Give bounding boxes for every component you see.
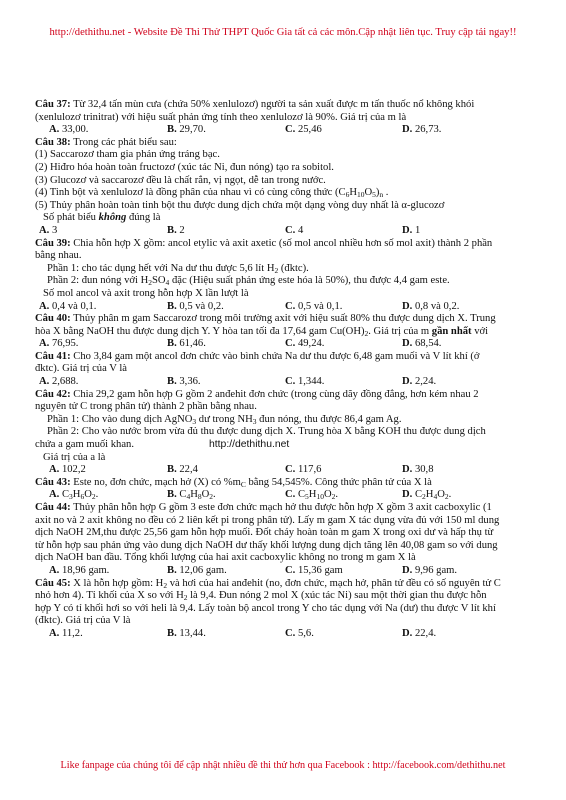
option-c: C. 15,36 gam [285, 564, 343, 576]
answer-options [35, 489, 543, 502]
question-text: Este no, đơn chức, mạch hở (X) có $\%m_C$ bằng 54,545%. Công thức phân tử của X là [70, 476, 432, 489]
part-1: Phần 1: cho tác dụng hết với Na dư thu được 5,6 lít $H_2$ (đktc). [47, 262, 309, 275]
option-d: D. 30,8 [402, 464, 434, 476]
question-text: (đktc). Giá trị của V là [35, 615, 131, 627]
option-c: C. 117,6 [285, 464, 322, 476]
option-c: C. 25,46 [285, 124, 322, 136]
site-header-banner[interactable]: http://dethithu.net - Website Đề Thi Thử THPT Quốc Gia tất cả các môn.Cập nhật liên tục. Truy cập tải ngay!! [49, 27, 517, 38]
question-label: Câu 39: [35, 237, 71, 249]
option-c: C. 1,344. [285, 376, 325, 388]
option-d: D. 68,54. [402, 338, 442, 350]
option-a: A. $C_3H_6O_2$. [49, 489, 99, 502]
question-38 [35, 137, 543, 238]
question-text: hợp Y có tỉ khối hơi so với heli là 9,4. Lấy toàn bộ ancol trong Y cho tác dụng với Na (dư) thu được V lít khí [35, 602, 496, 614]
option-b: B. 29,70. [167, 124, 206, 136]
question-text: nhỏ hơn 4). Tỉ khối của X so với $H_2$ là 9,4. Đun nóng 2 mol X (xúc tác Ni) sau một thời gian thu được hỗn [35, 590, 487, 603]
question-text: dịch NaOH ban đầu. Tổng khối lượng của hai axit cacboxylic không no trong m gam X là [35, 552, 416, 564]
option-c: C. $C_5H_{10}O_2$. [285, 489, 338, 502]
option-b: B. $C_4H_8O_2$. [167, 489, 216, 502]
option-b: B. 13,44. [167, 627, 206, 639]
question-text: (xenlulozơ trinitrat) với hiệu suất phản ứng tính theo xenlulozơ là 90%. Giá trị của m là [35, 111, 407, 123]
question-text: bằng nhau. [35, 250, 82, 262]
question-ask: Số mol ancol và axit trong hỗn hợp X lần lượt là [43, 287, 249, 299]
question-text: dịch NaOH 2M,thu được 25,56 gam hỗn hợp muối. Đốt cháy hoàn toàn m gam X trong oxi dư và hấp thụ từ [35, 527, 494, 539]
option-b: B. 22,4 [167, 464, 198, 476]
answer-options [35, 565, 543, 578]
answer-options [35, 628, 543, 641]
part-1: Phần 1: Cho vào dung dịch AgNO$_3$ dư trong $NH_3$ đun nóng, thu được 86,4 gam Ag. [47, 413, 402, 426]
site-footer-banner[interactable]: Like fanpage của chúng tôi để cập nhật nhiều đề thi thử hơn qua Facebook : http://facebook.com/dethithu.net [60, 760, 506, 771]
option-a: A. 2,688. [39, 376, 79, 388]
option-d: D. 2,24. [402, 376, 437, 388]
statement-5: (5) Thủy phân hoàn toàn tinh bột thu được dung dịch chứa một dạng vòng duy nhất là α-glucozơ [35, 199, 445, 211]
answer-options [35, 225, 543, 238]
question-43 [35, 477, 543, 502]
exam-content [35, 99, 543, 641]
question-label: Câu 43: [35, 476, 71, 488]
statement-2: (2) Hiđro hóa hoàn toàn fructozơ (xúc tác Ni, đun nóng) tạo ra sobitol. [35, 161, 334, 173]
option-a: A. 11,2. [49, 627, 83, 639]
question-text: Từ 32,4 tấn mùn cưa (chứa 50% xenlulozơ) người ta sản xuất được m tấn thuốc nổ không khói [70, 99, 475, 110]
question-41 [35, 351, 543, 389]
question-text: Cho 3,84 gam một ancol đơn chức vào bình chứa Na dư thu được 6,48 gam muối và V lít khí (ở [70, 350, 480, 362]
question-45 [35, 578, 543, 641]
question-label: Câu 45: [35, 577, 71, 589]
option-b: B. 61,46. [167, 338, 206, 350]
question-text: Chia hỗn hợp X gồm: ancol etylic và axit axetic (số mol ancol nhiều hơn số mol axit) thành 2 phần [70, 237, 493, 249]
question-text: từ hỗn hợp sau phản ứng vào dung dịch NaOH dư thấy khối lượng dung dịch tăng lên 40,08 gam so với dung [35, 539, 498, 551]
question-label: Câu 37: [35, 99, 71, 110]
option-d: D. $C_2H_4O_2$. [402, 489, 452, 502]
question-text: Trong các phát biểu sau: [70, 136, 177, 148]
option-d: D. 0,8 và 0,2. [402, 300, 460, 312]
statement-1: (1) Saccarozơ tham gia phản ứng tráng bạc. [35, 149, 220, 161]
option-d: D. 1 [402, 224, 421, 236]
question-label: Câu 44: [35, 502, 71, 513]
question-text: hòa X bằng NaOH thu được dung dịch Y. Y hòa tan tối đa 17,64 gam $Cu(OH)_2$. Giá trị của m gần nhất với [35, 325, 489, 338]
question-42 [35, 389, 543, 477]
question-text: Chia 29,2 gam hỗn hợp G gồm 2 anđehit đơn chức (trong cùng dãy đồng đẳng, hơn kém nhau 2 [70, 388, 479, 400]
option-a: A. 102,2 [49, 464, 86, 476]
option-a: A. 0,4 và 0,1. [39, 300, 97, 312]
option-c: C. 4 [285, 224, 304, 236]
question-label: Câu 41: [35, 350, 71, 362]
question-40 [35, 313, 543, 351]
option-b: B. 3,36. [167, 376, 201, 388]
question-ask: Giá trị của a là [43, 451, 106, 463]
option-a: A. 33,00. [49, 124, 89, 136]
question-39 [35, 238, 543, 314]
option-b: B. 0,5 và 0,2. [167, 300, 224, 312]
option-b: B. 2 [167, 224, 185, 236]
watermark-link[interactable]: http://dethithu.net [209, 439, 290, 451]
option-d: D. 26,73. [402, 124, 442, 136]
question-label: Câu 42: [35, 388, 71, 400]
part-2: Phần 2: Cho vào nước brom vừa đủ thu được dung dịch X. Trung hòa X bằng KOH thu được dung dịch [47, 426, 486, 438]
option-a: A. 76,95. [39, 338, 79, 350]
option-c: C. 49,24. [285, 338, 325, 350]
statement-4: (4) Tinh bột và xenlulozơ là đồng phân của nhau vì có cùng công thức $(C_6H_{10}O_5)_n$ . [35, 187, 389, 200]
question-text: Thủy phân m gam Saccarozơ trong môi trường axit với hiệu suất 80% thu được dung dịch X. Trung [70, 313, 496, 325]
part-2: Phần 2: đun nóng với $H_2SO_4$ đặc (Hiệu suất phản ứng este hóa là 50%), thu được 4,4 gam este. [47, 275, 450, 288]
question-44 [35, 502, 543, 578]
statement-3: (3) Glucozơ và saccarozơ đều là chất rắn, vị ngọt, dễ tan trong nước. [35, 174, 326, 186]
question-label: Câu 38: [35, 136, 71, 148]
option-a: A. 3 [39, 224, 58, 236]
answer-options [35, 338, 543, 351]
question-ask: Số phát biểu không đúng là [43, 212, 161, 224]
option-a: A. 18,96 gam. [49, 564, 110, 576]
question-text: nguyên tử C trong phân tử) thành 2 phần bằng nhau. [35, 401, 257, 413]
option-b: B. 12,06 gam. [167, 564, 227, 576]
answer-options [35, 376, 543, 389]
answer-options [35, 301, 543, 314]
question-37 [35, 99, 543, 137]
option-c: C. 5,6. [285, 627, 314, 639]
answer-options [35, 124, 543, 137]
question-text: X là hỗn hợp gồm: $H_2$ và hơi của hai anđehit (no, đơn chức, mạch hở, phân tử đều có số nguyên tử C [70, 577, 501, 590]
question-text: đktc). Giá trị của V là [35, 363, 127, 375]
part-2-continued: chứa a gam muối khan. http://dethithu.net [35, 439, 290, 451]
answer-options [35, 464, 543, 477]
option-d: D. 22,4. [402, 627, 437, 639]
option-c: C. 0,5 và 0,1. [285, 300, 343, 312]
question-text: Thủy phân hỗn hợp G gồm 3 este đơn chức mạch hở thu được hỗn hợp X gồm 3 axit cacboxylic (1 [70, 502, 492, 513]
option-d: D. 9,96 gam. [402, 564, 458, 576]
question-label: Câu 40: [35, 313, 71, 325]
question-text: axit no và 2 axit không no đều có 2 liên kết pi trong phân tử). Lấy m gam X tác dụng vừa đủ với 150 ml dung [35, 514, 500, 526]
